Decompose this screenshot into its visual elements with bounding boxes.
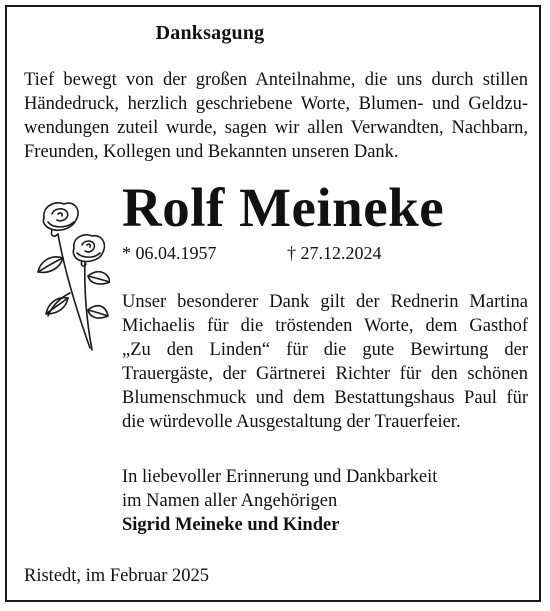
signer-name: Sigrid Meineke und Kinder	[122, 515, 340, 535]
intro-line: Händedruck, herzlich geschriebene Worte, Blumen- und Geldzu-	[24, 94, 528, 114]
rose-icon	[30, 198, 110, 358]
closing-line: im Namen aller Angehörigen	[122, 491, 338, 511]
deceased-name: Rolf Meineke	[122, 177, 445, 238]
closing-block	[122, 465, 437, 537]
thanks-line: Unser besonderer Dank gilt der Rednerin Martina	[122, 292, 528, 312]
intro-line: Freunden, Kollegen und Bekannten unseren Dank.	[24, 142, 399, 162]
thanks-line: Michaelis für die tröstenden Worte, dem Gasthof	[122, 316, 528, 336]
death-date: † 27.12.2024	[287, 243, 382, 263]
thanks-line: Trauergäste, der Gärtnerei Richter für den schönen	[122, 364, 528, 384]
notice-heading: Danksagung	[155, 22, 265, 44]
thanks-line: Blumenschmuck und dem Bestattungshaus Paul für	[122, 388, 528, 408]
intro-line: wendungen zuteil wurde, sagen wir allen Verwandten, Nachbarn,	[24, 118, 528, 138]
birth-date: * 06.04.1957	[122, 243, 217, 263]
thanks-line: „Zu den Linden“ für die gute Bewirtung der	[122, 340, 528, 360]
intro-paragraph	[24, 68, 528, 164]
thanks-line: die würdevolle Ausgestaltung der Trauerfeier.	[122, 412, 461, 432]
closing-line: In liebevoller Erinnerung und Dankbarkeit	[122, 467, 438, 487]
thanks-paragraph	[122, 290, 528, 434]
intro-line: Tief bewegt von der großen Anteilnahme, die uns durch stillen	[24, 70, 528, 90]
place-date: Ristedt, im Februar 2025	[24, 566, 209, 586]
